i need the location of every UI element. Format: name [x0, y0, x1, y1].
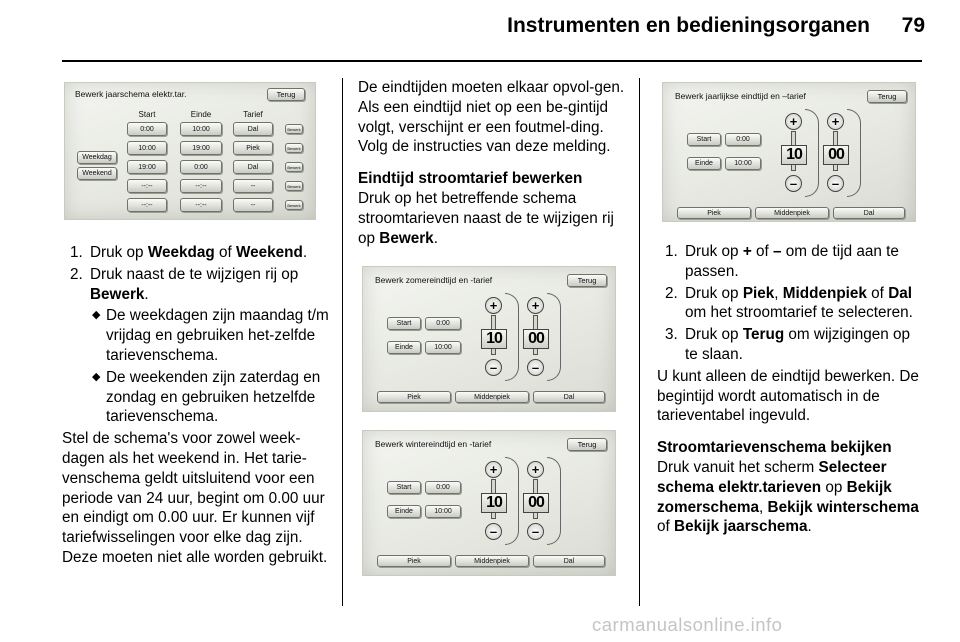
column-divider-1: [342, 78, 343, 606]
back-button[interactable]: Terug: [567, 438, 607, 451]
end-time-cell[interactable]: 10:00: [180, 122, 222, 136]
step-text: [90, 266, 298, 303]
edit-button[interactable]: Bewerk: [285, 162, 303, 172]
bold-term: Weekdag: [147, 244, 215, 261]
text-run: of: [657, 518, 675, 536]
minutes-group-bracket: [847, 109, 861, 197]
mid-peak-rate-button[interactable]: Middenpiek: [755, 207, 829, 219]
minutes-minus-button[interactable]: –: [527, 523, 544, 540]
bold-term: Terug: [742, 326, 785, 344]
weekday-button[interactable]: Weekdag: [77, 151, 117, 164]
bullet-diamond-icon: ◆: [92, 309, 101, 322]
step-item: [657, 284, 925, 324]
end-value: 10:00: [425, 341, 461, 354]
back-button[interactable]: Terug: [567, 274, 607, 287]
text-run: Druk vanuit het scherm: [657, 458, 819, 476]
minutes-display: 00: [523, 329, 549, 349]
text-run: om wijzigingen op te slaan.: [685, 326, 911, 363]
bullet-item: [62, 368, 332, 427]
bold-term: Bekijk winterschema: [767, 498, 919, 516]
rate-cell[interactable]: Dal: [233, 160, 273, 174]
rate-cell[interactable]: --: [233, 198, 273, 212]
screen-title: Bewerk jaarschema elektr.tar.: [75, 89, 187, 99]
text-run: Druk op: [685, 326, 743, 344]
hours-group-bracket: [505, 457, 519, 545]
rate-cell[interactable]: Piek: [233, 141, 273, 155]
bullet-diamond-icon: ◆: [92, 370, 101, 383]
text-run: .: [807, 518, 812, 536]
bold-term: Bekijk zomerschema: [657, 478, 892, 516]
start-time-cell[interactable]: 10:00: [127, 141, 167, 155]
peak-rate-button[interactable]: Piek: [377, 391, 451, 403]
rate-cell[interactable]: Dal: [233, 122, 273, 136]
hours-minus-button[interactable]: –: [485, 359, 502, 376]
text-run: Druk op het betreffende schema stroomtarieven naast de te wijzigen rij op: [358, 189, 614, 247]
start-value: 0:00: [425, 481, 461, 494]
peak-rate-button[interactable]: Piek: [677, 207, 751, 219]
start-value: 0:00: [425, 317, 461, 330]
minutes-plus-button[interactable]: +: [827, 113, 844, 130]
hours-plus-button[interactable]: +: [485, 461, 502, 478]
text-run: .: [302, 244, 308, 261]
screen-summer-edit: [362, 266, 616, 412]
text-run: om het stroomtarief te selecteren.: [685, 304, 913, 322]
start-time-cell[interactable]: 0:00: [127, 122, 167, 136]
step-text: [685, 243, 899, 280]
back-button[interactable]: Terug: [867, 90, 907, 103]
mid-peak-rate-button[interactable]: Middenpiek: [455, 555, 529, 567]
screen-title: Bewerk jaarlijkse eindtijd en –tarief: [675, 91, 806, 101]
column-divider-2: [639, 78, 640, 606]
header-rule: [62, 60, 922, 62]
bold-term: Dal: [888, 284, 912, 302]
page-number: 79: [901, 14, 925, 37]
text-run: ,: [759, 498, 768, 516]
paragraph: U kunt alleen de eindtijd bewerken. De begintijd wordt automatisch in de tarieventabel ingevuld.: [657, 367, 919, 425]
edit-button[interactable]: Bewerk: [285, 143, 303, 153]
hours-display: 10: [781, 145, 807, 165]
hours-display: 10: [481, 329, 507, 349]
end-label: Einde: [687, 157, 721, 170]
text-run: of: [214, 244, 236, 261]
step-item: [62, 243, 332, 263]
column-3: [657, 242, 925, 537]
bold-term: –: [773, 243, 782, 260]
end-time-cell[interactable]: 19:00: [180, 141, 222, 155]
minutes-display: 00: [523, 493, 549, 513]
text-run: Druk op: [685, 284, 743, 302]
text-run: .: [433, 229, 438, 247]
step-list: [62, 243, 332, 304]
off-peak-rate-button[interactable]: Dal: [533, 555, 605, 567]
hours-plus-button[interactable]: +: [785, 113, 802, 130]
hours-group-bracket: [505, 293, 519, 381]
end-time-cell[interactable]: --:--: [180, 198, 222, 212]
step-text: [685, 285, 913, 322]
edit-button[interactable]: Bewerk: [285, 124, 303, 134]
hours-minus-button[interactable]: –: [485, 523, 502, 540]
screen-year-schedule: [64, 82, 316, 220]
hours-group-bracket: [805, 109, 819, 197]
bullet-item: [62, 306, 332, 365]
off-peak-rate-button[interactable]: Dal: [833, 207, 905, 219]
text-run: of: [866, 284, 889, 302]
weekend-button[interactable]: Weekend: [77, 167, 117, 180]
start-label: Start: [387, 317, 421, 330]
column-1: [62, 243, 332, 568]
hours-plus-button[interactable]: +: [485, 297, 502, 314]
header-rate: Tarief: [243, 110, 263, 119]
screen-yearly-edit: [662, 82, 916, 222]
end-time-cell[interactable]: --:--: [180, 179, 222, 193]
bold-term: Selecteer schema elektr.tarieven: [657, 458, 887, 496]
minutes-minus-button[interactable]: –: [527, 359, 544, 376]
minutes-group-bracket: [547, 293, 561, 381]
minutes-minus-button[interactable]: –: [827, 175, 844, 192]
back-button[interactable]: Terug: [267, 88, 305, 101]
paragraph: De eindtijden moeten elkaar opvol-gen. Als een eindtijd niet op een be-gintijd volgt, verschijnt er een foutmel-ding. Volg de instructies van deze melding.: [358, 79, 625, 156]
hours-display: 10: [481, 493, 507, 513]
start-time-cell[interactable]: --:--: [127, 198, 167, 212]
off-peak-rate-button[interactable]: Dal: [533, 391, 605, 403]
edit-button[interactable]: Bewerk: [285, 200, 303, 210]
text-run: op: [821, 478, 847, 496]
minutes-group-bracket: [547, 457, 561, 545]
text-run: Druk naast de te wijzigen rij op: [90, 265, 299, 283]
step-number: 1.: [70, 244, 83, 261]
text-run: om de tijd aan te passen.: [685, 243, 899, 280]
step-text: [90, 244, 307, 261]
hours-minus-button[interactable]: –: [785, 175, 802, 192]
text-run: ,: [774, 284, 783, 302]
edit-button[interactable]: Bewerk: [285, 181, 303, 191]
end-value: 10:00: [725, 157, 761, 170]
watermark: carmanualsonline.info: [592, 614, 783, 635]
bold-term: Piek: [742, 284, 775, 302]
minutes-display: 00: [823, 145, 849, 165]
bold-term: Weekend: [235, 244, 303, 261]
bullet-text: De weekdagen zijn maandag t/m vrijdag en gebruiken het-zelfde tarievenschema.: [106, 307, 329, 364]
end-label: Einde: [387, 505, 421, 518]
bold-term: Bewerk: [90, 285, 145, 303]
section-heading: Eindtijd stroomtarief bewerken: [358, 170, 583, 188]
bullet-text: De weekenden zijn zaterdag en zondag en gebruiken hetzelfde tarievenschema.: [106, 368, 321, 426]
bold-term: Middenpiek: [782, 284, 867, 302]
start-label: Start: [687, 133, 721, 146]
rate-cell[interactable]: --: [233, 179, 273, 193]
step-number: 3.: [665, 326, 678, 344]
screen-title: Bewerk zomereindtijd en -tarief: [375, 275, 493, 285]
bold-term: Bekijk jaarschema: [674, 518, 808, 536]
mid-peak-rate-button[interactable]: Middenpiek: [455, 391, 529, 403]
bullet-list: [62, 306, 332, 427]
text-run: .: [144, 285, 149, 303]
step-item: [657, 325, 925, 365]
header-end: Einde: [190, 110, 212, 119]
screen-winter-edit: [362, 430, 616, 576]
section-heading: Stroomtarievenschema bekijken: [657, 439, 892, 457]
header-start: Start: [138, 110, 156, 119]
step-item: [657, 242, 925, 282]
end-value: 10:00: [425, 505, 461, 518]
text-run: of: [751, 243, 774, 260]
end-time-cell[interactable]: 0:00: [180, 160, 222, 174]
step-item: [62, 265, 332, 305]
start-value: 0:00: [725, 133, 761, 146]
step-number: 1.: [665, 243, 678, 260]
minutes-plus-button[interactable]: +: [527, 461, 544, 478]
page-title: Instrumenten en bedieningsorganen: [507, 14, 870, 37]
start-time-cell[interactable]: --:--: [127, 179, 167, 193]
start-label: Start: [387, 481, 421, 494]
bold-term: Bewerk: [379, 229, 434, 247]
step-number: 2.: [665, 284, 678, 302]
start-time-cell[interactable]: 19:00: [127, 160, 167, 174]
bold-term: +: [742, 243, 752, 260]
minutes-plus-button[interactable]: +: [527, 297, 544, 314]
text-run: Druk op: [685, 243, 743, 260]
paragraph: Stel de schema's voor zowel week-dagen als het weekend in. Het tarie-venschema geldt uitsluitend voor een periode van 24 uur, begint om 0.00 uur en eindigt om 0.00 uur. Er kunnen vijf tariefwisselingen voor elke dag zijn. Deze moeten niet alle worden gebruikt.: [62, 430, 328, 566]
column-2: [358, 78, 630, 248]
step-number: 2.: [70, 265, 83, 283]
step-list: [657, 242, 925, 365]
text-run: Druk op: [90, 244, 148, 261]
step-text: [685, 326, 910, 363]
screen-title: Bewerk wintereindtijd en -tarief: [375, 439, 492, 449]
paragraph: [358, 189, 630, 248]
paragraph: [657, 458, 925, 537]
peak-rate-button[interactable]: Piek: [377, 555, 451, 567]
end-label: Einde: [387, 341, 421, 354]
